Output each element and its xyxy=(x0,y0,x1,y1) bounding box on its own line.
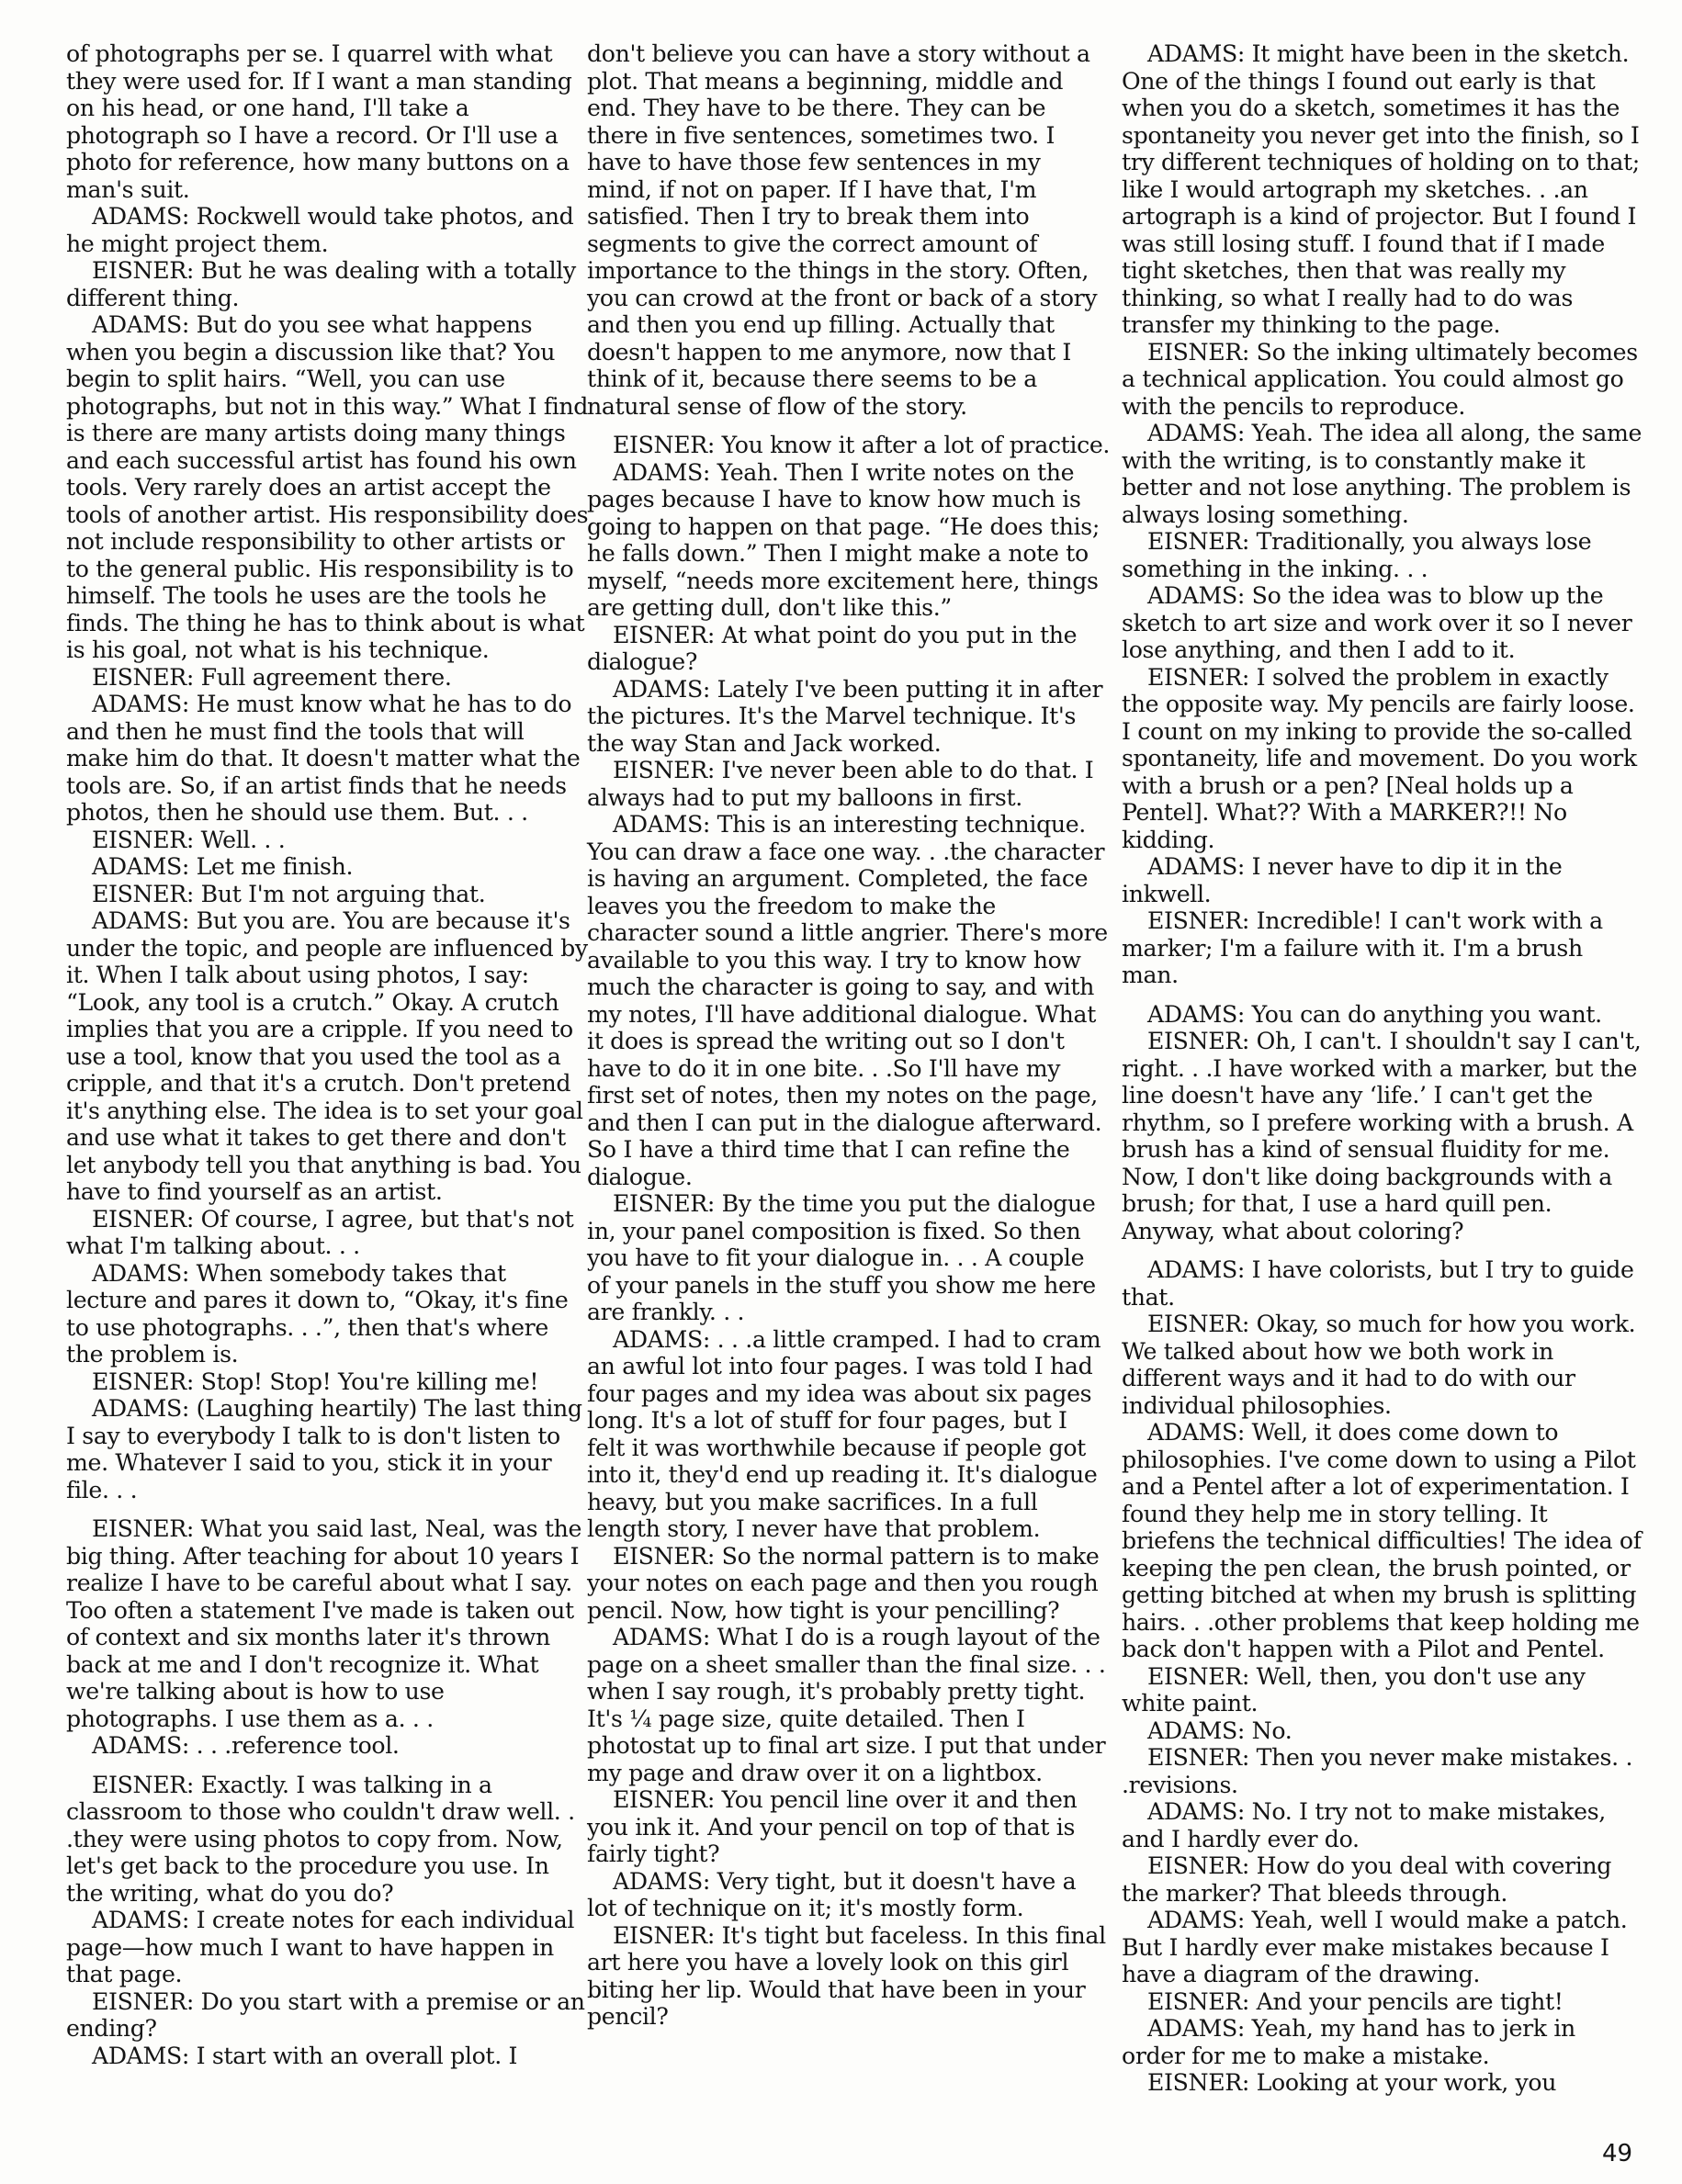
paragraph: EISNER: It's tight but faceless. In this final art here you have a lovely look on this girl biting her lip. Would that have been in your pencil? xyxy=(587,1921,1106,2030)
paragraph: EISNER: Oh, I can't. I shouldn't say I can't, right. . .I have worked with a marker, but the line doesn't have any ‘life.’ I can't get the rhythm, so I prefere working with a brush. A brush has a kind of sensual fluidity for me. Now, I don't like doing backgrounds with a brush; for that, I use a hard quill pen. Anyway, what about coloring? xyxy=(1122,1028,1642,1244)
paragraph: EISNER: Traditionally, you always lose something in the inking. . . xyxy=(1122,528,1592,582)
paragraph: ADAMS: He must know what he has to do and then he must find the tools that will make him do that. It doesn't matter what the tools are. So, if an artist finds that he needs photos, then he should use them. But. . . xyxy=(66,691,581,826)
paragraph: ADAMS: Yeah, my hand has to jerk in order for me to make a mistake. xyxy=(1122,2015,1575,2069)
paragraph: EISNER: Of course, I agree, but that's not what I'm talking about. . . xyxy=(66,1205,574,1259)
paragraph: ADAMS: Rockwell would take photos, and he might project them. xyxy=(66,203,574,257)
paragraph: ADAMS: I start with an overall plot. I xyxy=(92,2042,518,2069)
paragraph: don't believe you can have a story without a plot. That means a beginning, middle and end. They have to be there. They can be there in five sentences, sometimes two. I have to have those few sentences in my mind, if not on paper. If I have that, I'm satisfied. Then I try to break them into segments to give the correct amount of importance to the things in the story. Often, you can crowd at the front or back of a story and then you end up filling. Actually that doesn't happen to me anymore, now that I think of it, because there seems to be a natural sense of flow of the story. xyxy=(587,40,1098,420)
paragraph: EISNER: Okay, so much for how you work. We talked about how we both work in different ways and it had to do with our individual philosophies. xyxy=(1122,1311,1636,1419)
paragraph: EISNER: You pencil line over it and then you ink it. And your pencil on top of that is fairly tight? xyxy=(587,1786,1078,1867)
paragraph: ADAMS: This is an interesting technique. You can draw a face one way. . .the character is having an argument. Completed, the face leaves you the freedom to make the character sound a little angrier. There's more available to you this way. I try to know how much the character is going to say, and with my notes, I'll have additional dialogue. What it does is spread the writing out so I don't have to do it in one bite. . .So I'll have my first set of notes, then my notes on the page, and then I can put in the dialogue afterward. So I have a third time that I can refine the dialogue. xyxy=(587,811,1108,1190)
paragraph: ADAMS: So the idea was to blow up the sketch to art size and work over it so I never lose anything, and then I add to it. xyxy=(1122,582,1632,663)
paragraph: ADAMS: But do you see what happens when you begin a discussion like that? You begin to split hairs. “Well, you can use photographs, but not in this way.” What I find is there are many artists doing many things and each successful artist has found his own tools. Very rarely does an artist accept the tools of another artist. His responsibility does not include responsibility to other artists or to the general public. His responsibility is to himself. The tools he uses are the tools he finds. The thing he has to think about is what is his goal, not what is his technique. xyxy=(66,311,589,663)
paragraph: EISNER: Do you start with a premise or an ending? xyxy=(66,1987,585,2042)
paragraph: EISNER: Exactly. I was talking in a classroom to those who couldn't draw well. . .they were using photos to copy from. Now, let's get back to the procedure you use. In the writing, what do you do? xyxy=(66,1771,575,1907)
paragraph: ADAMS: (Laughing heartily) The last thing I say to everybody I talk to is don't listen to me. Whatever I said to you, stick it in your file. . . xyxy=(66,1395,582,1503)
paragraph: EISNER: Full agreement there. xyxy=(92,663,452,691)
paragraph: EISNER: Then you never make mistakes. . .revisions. xyxy=(1122,1744,1633,1798)
paragraph: EISNER: But I'm not arguing that. xyxy=(92,880,486,907)
paragraph: EISNER: Stop! Stop! You're killing me! xyxy=(92,1368,539,1395)
paragraph: ADAMS: . . .a little cramped. I had to cram an awful lot into four pages. I was told I had four pages and my idea was about six pages long. It's a lot of stuff for four pages, but I felt it was worthwhile because if people got into it, they'd end up reading it. It's dialogue heavy, but you make sacrifices. In a full length story, I never have that problem. xyxy=(587,1325,1101,1542)
paragraph: EISNER: But he was dealing with a totally different thing. xyxy=(66,257,576,311)
paragraph: EISNER: You know it after a lot of practice. xyxy=(613,432,1111,458)
paragraph: ADAMS: It might have been in the sketch. One of the things I found out early is that when you do a sketch, sometimes it has the spontaneity you never get into the finish, so I try different techniques of holding on to that; like I would artograph my sketches. . .an artograph is a kind of projector. But I found I was still losing stuff. I found that if I made tight sketches, then that was really my thinking, so what I really had to do was transfer my thinking to the page. xyxy=(1122,40,1640,338)
paragraph: EISNER: Well, then, you don't use any white paint. xyxy=(1122,1662,1586,1717)
paragraph: EISNER: How do you deal with covering the marker? That bleeds through. xyxy=(1122,1852,1612,1907)
paragraph: ADAMS: Very tight, but it doesn't have a lot of technique on it; it's mostly form. xyxy=(587,1867,1077,1921)
paragraph: EISNER: I solved the problem in exactly the opposite way. My pencils are fairly loose. I count on my inking to provide the so-called spontaneity, life and movement. Do you work with a brush or a pen? [Neal holds up a Pentel]. What?? With a MARKER?!! No kidding. xyxy=(1122,663,1637,853)
paragraph: ADAMS: When somebody takes that lecture and pares it down to, “Okay, it's fine to use photographs. . .”, then that's where the problem is. xyxy=(66,1259,569,1368)
text-column-1 xyxy=(66,40,590,2069)
paragraph: ADAMS: I have colorists, but I try to guide that. xyxy=(1122,1256,1634,1311)
paragraph: ADAMS: Lately I've been putting it in after the pictures. It's the Marvel technique. It's the way Stan and Jack worked. xyxy=(587,675,1103,757)
paragraph: ADAMS: I create notes for each individual page—how much I want to have happen in that page. xyxy=(66,1907,575,1987)
paragraph: EISNER: So the normal pattern is to make your notes on each page and then you rough pencil. Now, how tight is your pencilling? xyxy=(587,1542,1100,1624)
paragraph: ADAMS: Yeah. Then I write notes on the pages because I have to know how much is going to happen on that page. “He does this; he falls down.” Then I might make a note to myself, “needs more excitement here, things are getting dull, don't like this.” xyxy=(587,458,1100,621)
paragraph: EISNER: Well. . . xyxy=(92,826,286,853)
paragraph: ADAMS: No. I try not to make mistakes, and I hardly ever do. xyxy=(1122,1798,1606,1852)
text-column-3 xyxy=(1122,40,1645,2097)
paragraph: ADAMS: Well, it does come down to philosophies. I've come down to using a Pilot and a Pentel after a lot of experimentation. I found they help me in story telling. It briefens the technical difficulties! The idea of keeping the pen clean, the brush pointed, or getting bitched at when my brush is splitting hairs. . .other problems that keep holding me back don't happen with a Pilot and Pentel. xyxy=(1122,1419,1642,1662)
paragraph: ADAMS: No. xyxy=(1147,1717,1293,1744)
text-column-2 xyxy=(587,40,1111,2031)
page-number: 49 xyxy=(1602,2140,1633,2167)
paragraph: ADAMS: What I do is a rough layout of the page on a sheet smaller than the final size. . . when I say rough, it's probably pretty tight. It's ¼ page size, quite detailed. Then I photostat up to final art size. I put that under my page and draw over it on a lightbox. xyxy=(587,1624,1106,1786)
paragraph: ADAMS: Yeah. The idea all along, the same with the writing, is to constantly make it better and not lose anything. The problem is always losing something. xyxy=(1122,420,1642,528)
paragraph: EISNER: Looking at your work, you xyxy=(1147,2069,1557,2096)
paragraph: EISNER: At what point do you put in the dialogue? xyxy=(587,621,1078,675)
paragraph: EISNER: And your pencils are tight! xyxy=(1147,1987,1563,2015)
paragraph: ADAMS: . . .reference tool. xyxy=(92,1732,400,1759)
paragraph: EISNER: What you said last, Neal, was the big thing. After teaching for about 10 years I realize I have to be careful about what I say. Too often a statement I've made is taken out of context and six months later it's thrown back at me and I don't recognize it. What we're talking about is how to use photographs. I use them as a. . . xyxy=(66,1515,582,1732)
paragraph: ADAMS: I never have to dip it in the inkwell. xyxy=(1122,853,1563,907)
paragraph: ADAMS: Yeah, well I would make a patch. But I hardly ever make mistakes because I have a diagram of the drawing. xyxy=(1122,1907,1628,1987)
paragraph: ADAMS: You can do anything you want. xyxy=(1147,1000,1602,1028)
paragraph: ADAMS: Let me finish. xyxy=(92,853,354,880)
paragraph: of photographs per se. I quarrel with what they were used for. If I want a man standing on his head, or one hand, I'll take a photograph so I have a record. Or I'll use a photo for reference, how many buttons on a man's suit. xyxy=(66,40,572,203)
paragraph: EISNER: I've never been able to do that. I always had to put my balloons in first. xyxy=(587,757,1094,811)
paragraph: EISNER: So the inking ultimately becomes a technical application. You could almost go with the pencils to reproduce. xyxy=(1122,338,1638,420)
paragraph: ADAMS: But you are. You are because it's under the topic, and people are influenced by it. When I talk about using photos, I say: “Look, any tool is a crutch.” Okay. A crutch implies that you are a cripple. If you need to use a tool, know that you used the tool as a cripple, and that it's a crutch. Don't pretend it's anything else. The idea is to set your goal and use what it takes to get there and don't let anybody tell you that anything is bad. You have to find yourself as an artist. xyxy=(66,907,588,1205)
paragraph: EISNER: Incredible! I can't work with a marker; I'm a failure with it. I'm a brush man. xyxy=(1122,907,1603,988)
paragraph: EISNER: By the time you put the dialogue in, your panel composition is fixed. So then you have to fit your dialogue in. . . A couple of your panels in the stuff you show me here are frankly. . . xyxy=(587,1190,1096,1325)
